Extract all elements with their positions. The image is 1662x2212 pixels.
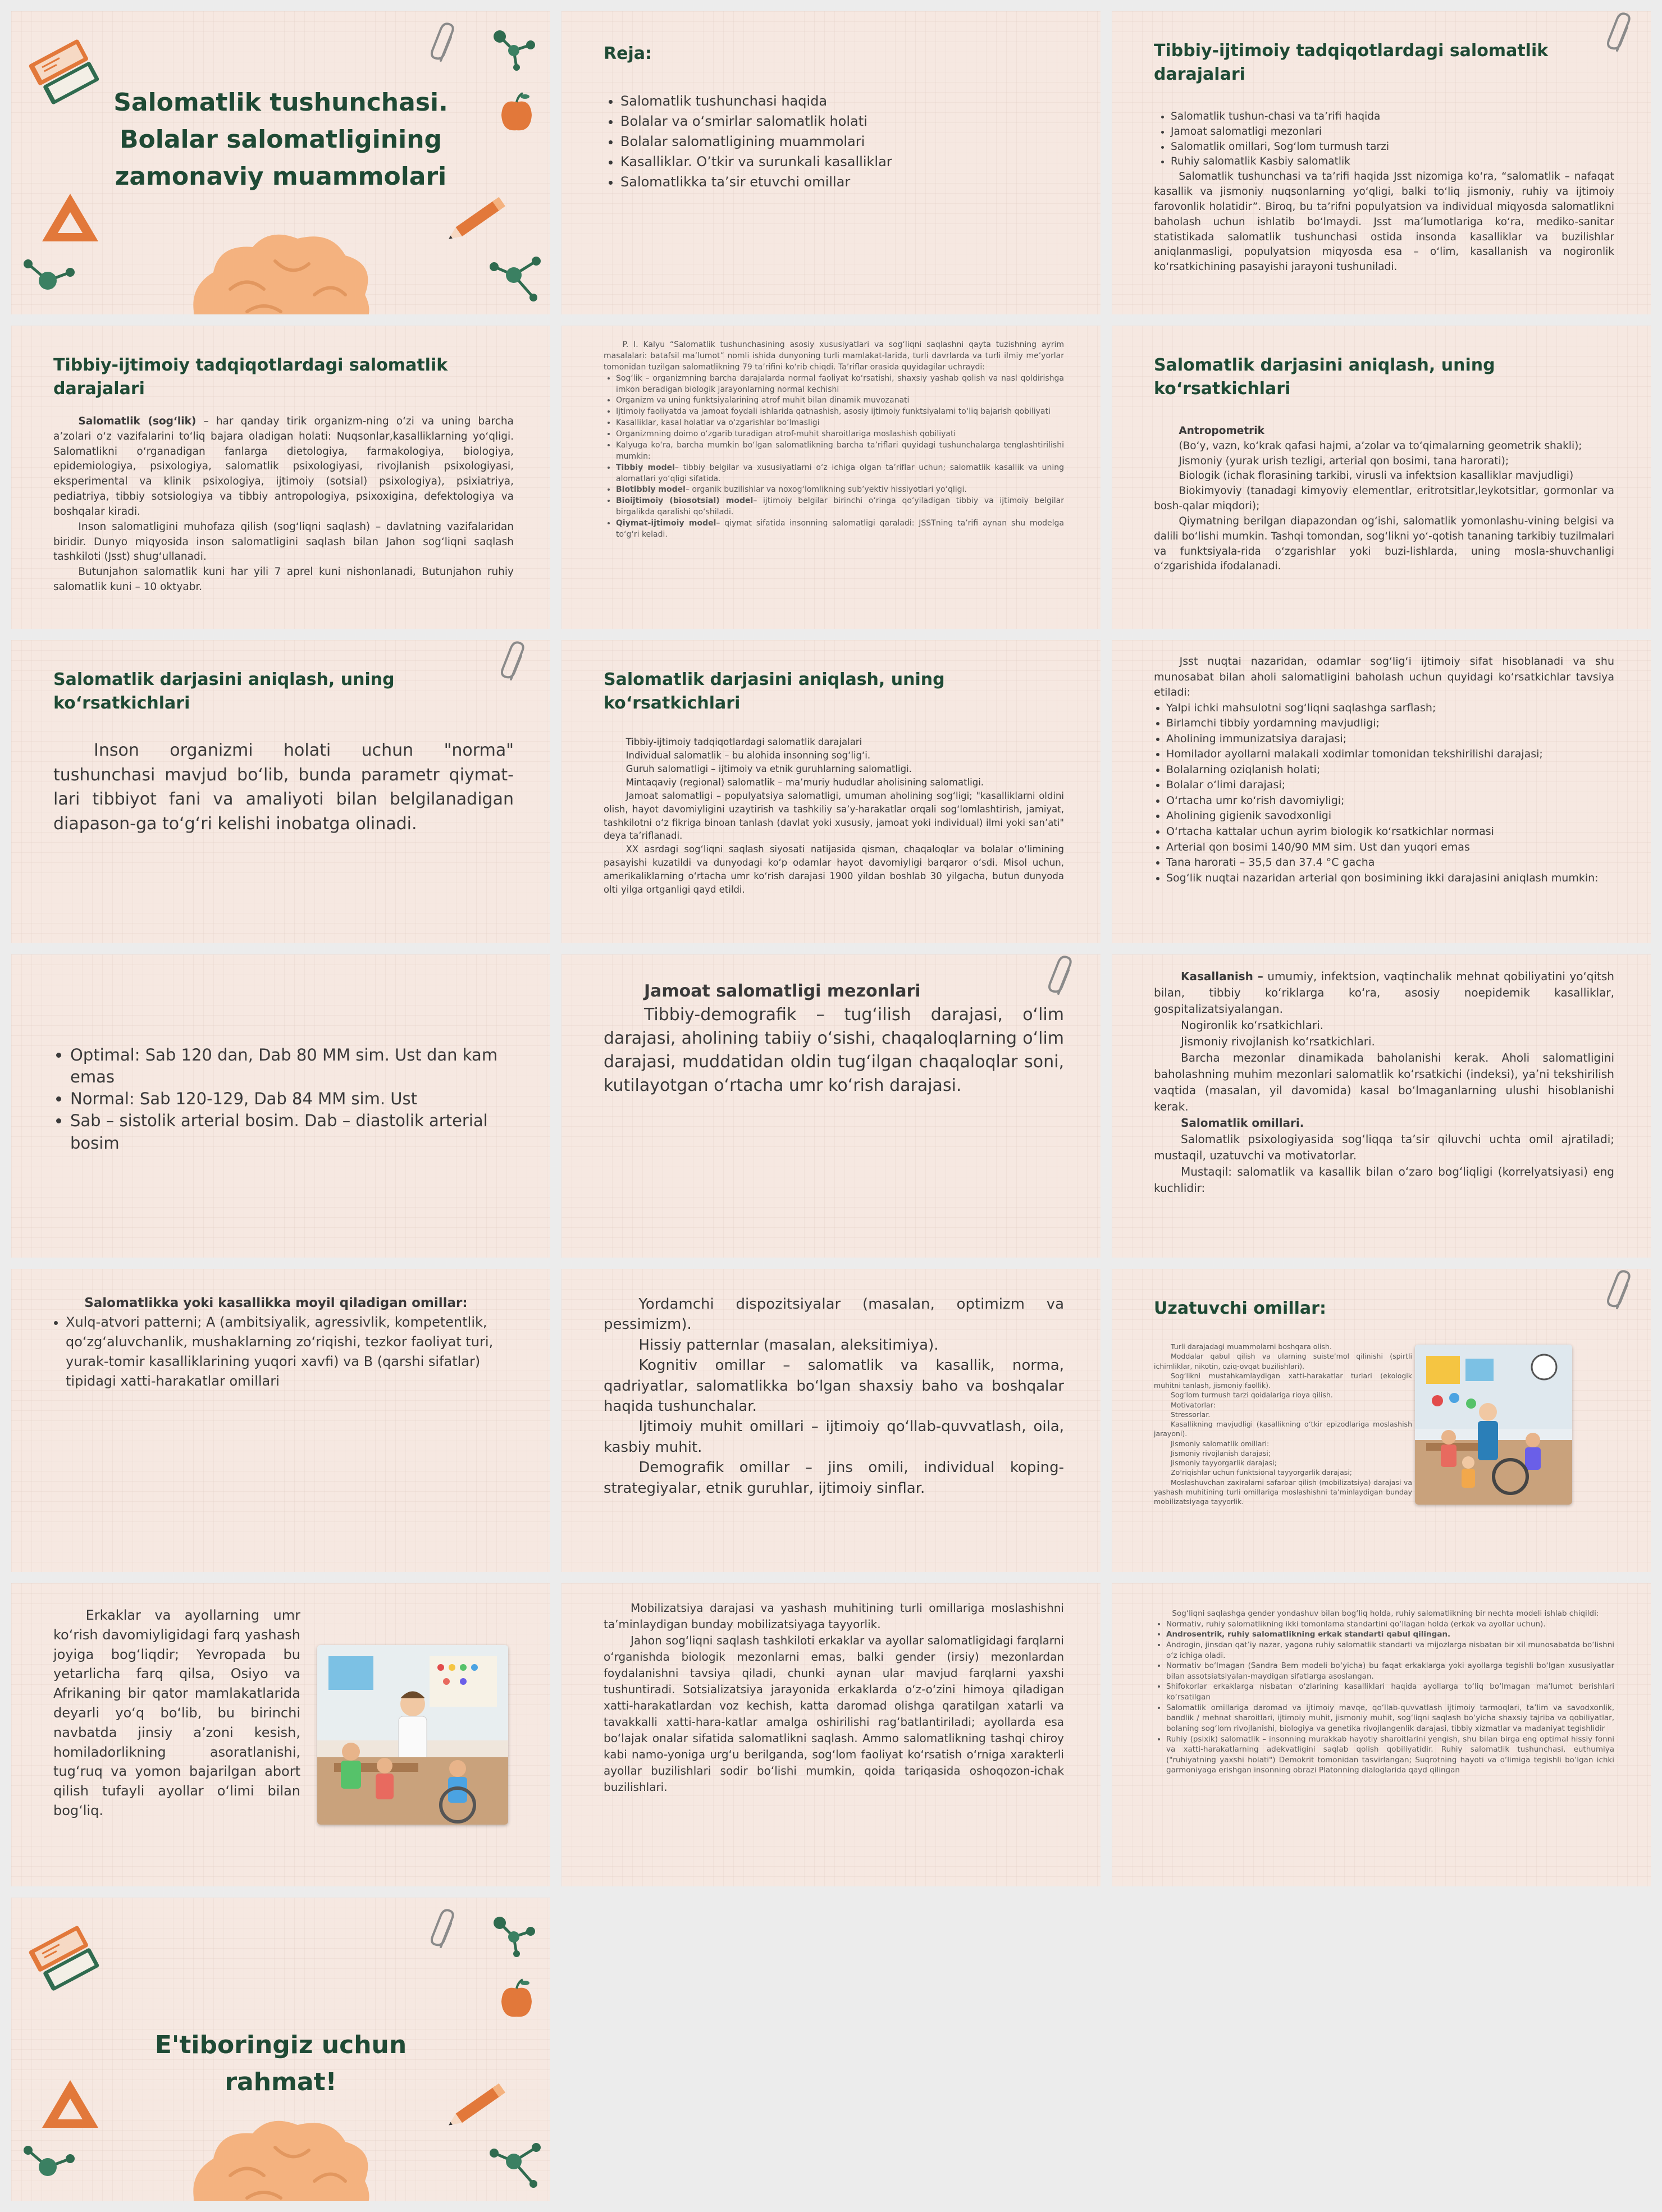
plan-list <box>604 91 1070 192</box>
list-item: • Qiymat-ijtimoiy model– qiymat sifatida insonning salomatligi qaraladi: JSSTning ta’rifi aynan shu modelga to‘g‘ri keladi. <box>616 518 1064 541</box>
slide-14 <box>561 1269 1101 1572</box>
paragraph: Individual salomatlik – bu alohida insonning sog‘lig‘i. <box>625 749 871 761</box>
term: Salomatlik (sog‘lik) <box>78 415 197 427</box>
paragraph: Salomatlik tushunchasi va ta’rifi haqida Jsst nizomiga ko‘ra, “salomatlik – nafaqat kasallik va jismoniy nuqsonlarning yo‘qligi, balki to‘liq jismoniy, ruhiy va ijtimoiy farovonlik holatidir”. Biroq, bu ta’rifni populyatsion va individual miqyosda salomatlikni baholash uchun ishlatib bo‘lmaydi. Jsst ma’lumotlariga ko‘ra, mediko-sanitar statistikada salomatlik tushunchasi ostida insonda kasalliklar va buzilishlar aniqlanmasligi, populyatsion miqyosda esa – o‘lim, kasallanish va nogironlik ko‘rsatkichining pasayishi jarayoni tushuniladi. <box>1154 171 1614 273</box>
subheading: Antropometrik <box>1179 425 1264 437</box>
slide-5 <box>561 326 1101 629</box>
list-item: • Yalpi ichki mahsulotni sog‘liqni saqlashga sarflash; <box>1166 701 1614 716</box>
slide-body <box>1154 424 1614 574</box>
list-item: • Homilador ayollarni malakali xodimlar tomonidan tekshirilishi darajasi; <box>1166 747 1614 762</box>
paragraph: Inson salomatligini muhofaza qilish (sog‘liqni saqlash) – davlatning vazifalaridan biridir. Dunyo miqyosida inson salomatligini saqlash bilan Jahon sog‘liqni saqlash tashkiloti (Jsst) shug‘ullanadi. <box>53 520 514 563</box>
slide-6 <box>1112 326 1651 629</box>
slide-body <box>1154 968 1614 1196</box>
slide-15 <box>1112 1269 1651 1572</box>
paragraph: Demografik omillar – jins omili, individual koping-strategiyalar, etnik guruhlar, ijtimoiy sinflar. <box>604 1459 1064 1497</box>
paragraph: Zo‘riqishlar uchun funktsional tayyorgarlik darajasi; <box>1171 1468 1353 1477</box>
list-item: • Tana harorati – 35,5 dan 37.4 °C gacha <box>1166 855 1614 871</box>
slide-8 <box>561 640 1101 943</box>
classroom-photo <box>1415 1345 1572 1505</box>
paperclip-icon <box>1606 11 1640 56</box>
list-item: • Shifokorlar erkaklarga nisbatan o‘zlarining kasalliklari haqida ayollarga to‘liq bo‘lmagan ma’lumot berishlari ko‘rsatilgan <box>1166 1681 1614 1702</box>
paragraph: Motivatorlar: <box>1171 1400 1216 1409</box>
slide-19 <box>11 1898 550 2201</box>
slide-12 <box>1112 954 1651 1258</box>
slide-body <box>604 1600 1064 1795</box>
classroom-photo <box>317 1645 508 1825</box>
slide-17 <box>561 1583 1101 1886</box>
term: Kasallanish – <box>1181 970 1263 983</box>
slide-body <box>604 735 1064 897</box>
apple-icon <box>497 1976 536 2021</box>
ruler-icon <box>36 185 104 253</box>
slide-11 <box>561 954 1101 1258</box>
paragraph: Moslashuvchan zaxiralarni safarbar qilish (mobilizatsiya) darajasi va yashash muhitining turli omillariga moslashishni ta’minlaydigan bunday mobilizatsiyaga tayyorlik. <box>1154 1478 1412 1506</box>
paperclip-icon <box>500 640 533 685</box>
list-item: • Salomatlik tushunchasi haqida <box>620 91 1070 111</box>
list-item: • Aholining immunizatsiya darajasi; <box>1166 732 1614 747</box>
list-item: • Sab – sistolik arterial bosim. Dab – diastolik arterial bosim <box>70 1110 519 1154</box>
list-item: • Normal: Sab 120-129, Dab 84 MM sim. Ust <box>70 1088 519 1110</box>
slide-body <box>53 1606 300 1821</box>
paragraph: Jismoniy salomatlik omillari: <box>1171 1439 1270 1448</box>
pressure-list <box>53 1044 519 1154</box>
paperclip-icon <box>1606 1269 1640 1314</box>
paragraph: Mintaqaviy (regional) salomatlik – ma’muriy hududlar aholisining salomatligi. <box>625 776 984 788</box>
list-item: • O‘rtacha umr ko‘rish davomiyligi; <box>1166 793 1614 809</box>
slide-title: Jamoat salomatligi mezonlari <box>644 981 921 1001</box>
books-icon <box>28 1914 107 2004</box>
slide-body <box>1154 1342 1412 1506</box>
list-item: • Arterial qon bosimi 140/90 MM sim. Ust dan yuqori emas <box>1166 840 1614 856</box>
list-item: • Sog‘lik – organizmning barcha darajalarda normal faoliyat ko‘rsatishi, shaxsiy yashab qolish va nasl qoldirishga imkon beradigan biologik jarayonlarning normal kechishi <box>616 373 1064 396</box>
list-item: • Xulq-atvori patterni; A (ambitsiyalik, agressivlik, kompetentlik, qo‘zg‘aluvchanlik, mushaklarning zo‘riqishi, tezkor faoliyat turi, yurak-tomir kasalliklarining yuqori xavfi) va B (qarshi sifatlar) tipidagi xatti-harakatlar omillari <box>66 1313 514 1391</box>
paragraph: Inson organizmi holati uchun "norma" tushunchasi mavjud bo‘lib, bunda parametr qiymat-lari tibbiyot fani va amaliyoti bilan belgilanadigan diapason-ga to‘g‘ri kelishi inobatga olinadi. <box>53 741 514 834</box>
list-item: • Ijtimoiy faoliyatda va jamoat foydali ishlarida qatnashish, asosiy ijtimoiy funktsiyalarni to‘liq bajarish qobiliyati <box>616 406 1064 418</box>
molecule-icon <box>488 1909 539 1959</box>
slide-body <box>53 738 514 836</box>
paragraph: Kognitiv omillar – salomatlik va kasallik, norma, qadriyatlar, salomatlikka bo‘lgan shaxsiy baho va boshqalar haqida tushunchalar. <box>604 1357 1064 1415</box>
paragraph: Erkaklar va ayollarning umr ko‘rish davomiyligidagi farq yashash joyiga bog‘liqdir; Yevropada bu yetarlicha farq qilsa, Osiyo va Afrikaning bir qator mamlakatlarida deyarli yo‘q bo‘lib, bu birinchi navbatda jinsiy a’zoni kesish, homiladorlikning asoratlanishi, tug‘ruq va yomon bajarilgan abort qilish tufayli ayollar o‘limi bilan bog‘liq. <box>53 1607 300 1818</box>
list-item: • Salomatlikka ta’sir etuvchi omillar <box>620 172 1070 192</box>
list-item: • Salomatlik tushun-chasi va ta’rifi haqida <box>1171 109 1614 125</box>
ruler-icon <box>36 2072 104 2139</box>
list-item: • Aholining gigienik savodxonligi <box>1166 808 1614 824</box>
paragraph: Biologik (ichak florasining tarkibi, virusli va infektsion kasalliklar mavjudligi) <box>1179 470 1574 482</box>
paragraph: Tibbiy-demografik – tug‘ilish darajasi, o‘lim darajasi, aholining tabiiy o‘sishi, chaqaloqlarning o‘lim darajasi, muddatidan oldin tug‘ilgan chaqaloqlar soni, kutilayotgan o‘rtacha umr ko‘rish darajasi. <box>604 1005 1064 1095</box>
list-item: • Kalyuga ko‘ra, barcha mumkin bo‘lgan salomatlikning barcha ta’riflari quyidagi tushunchalarga tenglashtirilishi mumkin: <box>616 440 1064 463</box>
list-item: • Bolalarning oziqlanish holati; <box>1166 762 1614 778</box>
paragraph: Biokimyoviy (tanadagi kimyoviy elementlar, eritrotsitlar,leykotsitlar, gormonlar va bosh-qalar miqdori); <box>1154 485 1614 513</box>
slide-13 <box>11 1269 550 1572</box>
paragraph: Mustaqil: salomatlik va kasallik bilan o‘zaro bog‘liqligi (korrelyatsiyasi) eng kuchlidir: <box>1154 1165 1614 1195</box>
slide-body <box>53 1294 514 1391</box>
molecule-icon <box>20 2142 81 2192</box>
slide-title: Reja: <box>604 44 652 63</box>
list-item: • Androgin, jinsdan qat’iy nazar, yagona ruhiy salomatlik standarti va mijozlarga nisbatan bir xil munosabatda bo‘lishni o‘z ichiga oladi. <box>1166 1640 1614 1661</box>
paragraph: Mobilizatsiya darajasi va yashash muhitining turli omillariga moslashishni ta’minlaydigan bunday mobilizatsiyaga tayyorlik. <box>604 1601 1064 1631</box>
list-item: • Ruhiy (psixik) salomatlik – insonning murakkab hayotiy sharoitlarini yengish, shu bilan birga eng optimal hissiy fonni va xatti-harakatlarning adekvatligini saqlab qolish qobiliyatidir. Ruhiy salomatlik tushunchasi, euthumiya ("ruhiyatning yaxshi holati") Demokrit tomonidan tasvirlangan; Suqrotning hayoti va o‘limiga tegishli bo‘lgan ichki garmoniyaga erishgan insonning obrazi Platonning dialoglarida qayd qilingan <box>1166 1734 1614 1776</box>
list-item: • Jamoat salomatligi mezonlari <box>1171 125 1614 140</box>
slide-body <box>604 980 1064 1098</box>
paperclip-icon <box>430 1908 463 1953</box>
list-item: • Biotibbiy model– organik buzilishlar va noxog‘lomlikning sub’yektiv hissiyotlari yo‘qligi. <box>616 485 1064 496</box>
slide-body <box>53 414 514 595</box>
paragraph: Stressorlar. <box>1171 1410 1211 1419</box>
apple-icon <box>497 90 536 135</box>
paragraph: Nogironlik ko‘rsatkichlari. <box>1181 1018 1324 1032</box>
paragraph: Ijtimoiy muhit omillari – ijtimoiy qo‘llab-quvvatlash, oila, kasbiy muhit. <box>604 1418 1064 1456</box>
brain-icon <box>185 222 376 314</box>
slide-3 <box>1112 11 1651 314</box>
slide-title: Salomatlikka yoki kasallikka moyil qiladigan omillar: <box>84 1296 468 1310</box>
slide-18 <box>1112 1583 1651 1886</box>
books-icon <box>28 28 107 118</box>
slide-9 <box>1112 640 1651 943</box>
paragraph: Turli darajadagi muammolarni boshqara olish. <box>1171 1342 1332 1351</box>
list-item: • Bolalar salomatligining muammolari <box>620 131 1070 152</box>
list-item: • Bolalar va o‘smirlar salomatlik holati <box>620 111 1070 131</box>
paragraph: Jismoniy (yurak urish tezligi, arterial qon bosimi, tana harorati); <box>1179 455 1509 467</box>
paragraph: Jamoat salomatligi – populyatsiya salomatligi, umuman aholining sog‘ligi; "kasalliklarni oldini olish, hayot davomiyligini uzaytirish va tashkiliy sa’y-harakatlar orqali sog‘lomlashtirish, jamiyat, tashkilotni o‘z fikriga binoan tanlash (davlat yoki xususiy, jamoat yoki individual) ilmi yoki san’ati" deya ta’riflanadi. <box>604 790 1064 842</box>
paragraph: Sog‘lom turmush tarzi qoidalariga rioya qilish. <box>1171 1391 1333 1400</box>
list-item: • Kasalliklar. O’tkir va surunkali kasalliklar <box>620 152 1070 172</box>
slide-body <box>1154 1608 1614 1776</box>
list-item: • Kasalliklar, kasal holatlar va o‘zgarishlar bo‘lmasligi <box>616 418 1064 429</box>
slide-title: Salomatlik darjasini aniqlash, uning ko‘rsatkichlari <box>1154 355 1495 399</box>
slide-2 <box>561 11 1101 314</box>
paragraph: Jismoniy rivojlanish ko‘rsatkichlari. <box>1181 1035 1375 1048</box>
paragraph: Butunjahon salomatlik kuni har yili 7 aprel kuni nishonlanadi, Butunjahon ruhiy salomatlik kuni – 10 oktyabr. <box>53 566 514 593</box>
paragraph: Guruh salomatligi – ijtimoiy va etnik guruhlarning salomatligi. <box>625 763 912 774</box>
paragraph: Qiymatning berilgan diapazondan og‘ishi, salomatlik yomonlashu-vining belgisi va dalili bo‘lishi mumkin. Tashqi tomondan, sog‘likni yo‘-qotish tananing tarkibiy tuzilmalari va funktsiyala-rida o‘zgarishlar yoki buzi-lishlarda, uning mosla-shuvchanligi o‘zgarishida ifodalanadi. <box>1154 515 1614 573</box>
paragraph: Sog‘likni mustahkamlaydigan xatti-harakatlar turlari (ekologik muhitni tanlash, jismoniy faollik). <box>1154 1371 1412 1390</box>
list-item: • Ruhiy salomatlik Kasbiy salomatlik <box>1171 154 1614 170</box>
list-item: • Sog‘lik nuqtai nazaridan arterial qon bosimining ikki darajasini aniqlash mumkin: <box>1166 871 1614 886</box>
slide-title: Salomatlik darjasini aniqlash, uning ko‘rsatkichlari <box>53 670 395 713</box>
slide-body <box>1154 109 1614 275</box>
slide-16 <box>11 1583 550 1886</box>
paragraph: Moddalar qabul qilish va ularning suiste’mol qilinishi (spirtli ichimliklar, nikotin, oziq-ovqat buzilishlari). <box>1154 1352 1412 1370</box>
slide-1 <box>11 11 550 314</box>
paragraph: Sog‘liqni saqlashga gender yondashuv bilan bog‘liq holda, ruhiy salomatlikning bir nechta modeli ishlab chiqildi: <box>1172 1609 1599 1618</box>
molecule-icon <box>486 250 547 306</box>
paragraph: umumiy, infektsion, vaqtinchalik mehnat qobiliyatini yo‘qitsh bilan, tibbiy ko‘riklarga ko‘ra, asosiy noepidemik kasalliklar, gospitalizatsiyalangan. <box>1154 970 1614 1016</box>
paperclip-icon <box>430 21 463 66</box>
list-item: • Androsentrik, ruhiy salomatlikning erkak standarti qabul qilingan. <box>1166 1629 1614 1640</box>
slide-7 <box>11 640 550 943</box>
list-item: • Bolalar o‘limi darajasi; <box>1166 778 1614 793</box>
paragraph: Jismoniy rivojlanish darajasi; <box>1171 1448 1271 1457</box>
title: E'tiboringiz uchun rahmat! <box>154 2031 407 2096</box>
slide-body <box>1154 654 1614 886</box>
slide-4 <box>11 326 550 629</box>
list-item: • Organizm va uning funktsiyalarining atrof muhit bilan dinamik muvozanati <box>616 395 1064 406</box>
slide-10 <box>11 954 550 1258</box>
paragraph: XX asrdagi sog‘liqni saqlash siyosati natijasida qisman, chaqaloqlar va bolalar o‘limining pasayishi kuzatildi va dunyodagi ko‘p odamlar hayot davomiyligi barqaror o‘sdi. Misol uchun, amerikaliklarning o‘rtacha umr ko‘rish darajasi 1900 yildan boshlab 30 yilgacha, butun dunyoda olti yilga ortganligi qayd etildi. <box>604 844 1064 895</box>
paragraph: Jsst nuqtai nazaridan, odamlar sog‘lig‘i ijtimoiy sifat hisoblanadi va shu munosabat bilan aholi salomatligini baholash uchun quyidagi ko‘rsatkichlar tavsiya etiladi: <box>1154 655 1614 699</box>
pencil-icon <box>438 2072 517 2139</box>
slide-body <box>604 340 1064 541</box>
list-item: • Optimal: Sab 120 dan, Dab 80 MM sim. Ust dan kam emas <box>70 1044 519 1088</box>
list-item: • Tibbiy model– tibbiy belgilar va xususiyatlarni o‘z ichiga olgan ta’riflar uchun; salomatlik kasallik va uning alomatlari yo‘qligi sifatida. <box>616 463 1064 485</box>
list-item: • O‘rtacha kattalar uchun ayrim biologik ko‘rsatkichlar normasi <box>1166 824 1614 840</box>
list-item: • Bioijtimoiy (biosotsial) model– ijtimoiy belgilar birinchi o‘ringa qo‘yiladigan tibbiy va ijtimoiy belgilar birgalikda qaralishi qo‘shiladi. <box>616 496 1064 518</box>
list-item: • Normativ, ruhiy salomatlikning ikki tomonlama standartini qo‘llagan holda (erkak va ayollar uchun). <box>1166 1619 1614 1630</box>
title: Salomatlik tushunchasi. Bolalar salomatligining zamonaviy muammolari <box>113 88 448 191</box>
slide-title: Tibbiy-ijtimoiy tadqiqotlardagi salomatlik darajalari <box>53 355 448 399</box>
molecule-icon <box>20 255 81 306</box>
slide-title: Uzatuvchi omillar: <box>1154 1299 1326 1318</box>
paragraph: Tibbiy-ijtimoiy tadqiqotlardagi salomatlik darajalari <box>625 737 862 747</box>
brain-icon <box>185 2108 376 2201</box>
paragraph: Kasallikning mavjudligi (kasallikning o‘tkir epizodlariga moslashish jarayoni). <box>1154 1420 1412 1438</box>
paragraph: Hissiy patternlar (masalan, aleksitimiya). <box>638 1336 939 1354</box>
paragraph: Barcha mezonlar dinamikada baholanishi kerak. Aholi salomatligini baholashning muhim mezonlari salomatlik ko‘rsatkichi (indeksi), ya’ni tekshirilish vaqtida (masalan, yil davomida) kasal bo‘lmaganlarning ulushi hisoblanishi kerak. <box>1154 1051 1614 1113</box>
slide-body <box>604 1294 1064 1498</box>
paragraph: – har qanday tirik organizm-ning o‘zi va uning barcha a’zolari o‘z vazifalarini to‘liq bajara oladigan holati: Nuqsonlar,kasalliklarning yo‘qligi. Salomatlikni o‘rganadigan fanlarga dietologiya, farmakologiya, biologiya, epidemiologiya, psixologiya, salomatlik psixologiyasi, rivojlanish psixologiyasi, eksperimental va klinik psixologiya, ijtimoiy (sotsial) psixologiya), psixiatriya, pediatriya, tibbiy sotsiologiya va tibbiy antropologiya, psixoxigina, defektologiya va boshqalar kiradi. <box>53 415 514 518</box>
list-item: • Birlamchi tibbiy yordamning mavjudligi; <box>1166 716 1614 732</box>
paragraph: P. I. Kalyu “Salomatlik tushunchasining asosiy xususiyatlari va sog‘liqni saqlashni qayta tuzishning ayrim masalalari: batafsil ma’lumot” nomli ishida dunyoning turli mamlakat-larida, turli davrlarda va turli ilmiy me’yorlar tomonidan tuzilgan salomatlikning 79 ta’rifini ko‘rib chiqdi. Ta’riflar orasida quyidagilar uchraydi: <box>604 340 1064 372</box>
slide-title: Tibbiy-ijtimoiy tadqiqotlardagi salomatlik darajalari <box>1154 41 1549 84</box>
molecule-icon <box>488 22 539 73</box>
paragraph: Salomatlik psixologiyasida sog‘liqqa ta’sir qiluvchi uchta omil ajratiladi; mustaqil, uzatuvchi va motivatorlar. <box>1154 1132 1614 1162</box>
subheading: Salomatlik omillari. <box>1181 1116 1304 1130</box>
pencil-icon <box>438 185 517 253</box>
list-item: • Organizmning doimo o‘zgarib turadigan atrof-muhit sharoitlariga moslashish qobiliyati <box>616 429 1064 440</box>
paragraph: Jismoniy tayyorgarlik darajasi; <box>1171 1459 1277 1467</box>
paragraph: (Bo‘y, vazn, ko‘krak qafasi hajmi, a’zolar va to‘qimalarning geometrik shakli); <box>1179 440 1582 452</box>
molecule-icon <box>486 2136 547 2192</box>
list-item: • Salomatlik omillariga daromad va ijtimoiy mavqe, qo‘llab-quvvatlash ijtimoiy tarmoqlari, ta’lim va savodxonlik, bandlik / mehnat sharoitlari, ijtimoiy muhit, jismoniy muhit, sog‘liqni saqlash bo‘yicha shaxsiy tajriba va qobiliyatlar, bolaning sog‘lom rivojlanishi, biologiya va genetika rivojlangenlik darajasi, tibbiy xizmatlar va madaniyat tegishlidir <box>1166 1703 1614 1734</box>
paragraph: Jahon sog‘liqni saqlash tashkiloti erkaklar va ayollar salomatligidagi farqlarni o‘rganishda biologik mezonlarni emas, balki gender (irsiy) mezonlardan foydalanishni tavsiya qiladi, chunki aynan ular mavjud farqlarni yaxshi tushuntiradi. Sotsializatsiya jarayonida erkaklarda o‘z-o‘zini himoya qiladigan xatti-harakatlardan voz kechish, katta daromad olishga qaratilgan xatarli va tavakkalli xatti-hara-katlar amalga oshirilishi rag‘batlantiriladi; ayollarda esa bo‘lajak onalar sifatida salomatlikni saqlash. Ammo salomatlikning tashqi chiroy kabi namo-yoniga urg‘u berilganda, sog‘lom faoliyat ko‘rsatish o‘rniga xarakterli ayollar buzilishlari sodir bo‘lishi mumkin, qoida tariqasida oshoqozon-ichak buzilishlari. <box>604 1634 1064 1794</box>
paragraph: Yordamchi dispozitsiyalar (masalan, optimizm va pessimizm). <box>604 1296 1064 1333</box>
slide-title: Salomatlik darjasini aniqlash, uning ko‘rsatkichlari <box>604 670 945 713</box>
list-item: • Normativ bo‘lmagan (Sandra Bem modeli bo‘yicha) bu faqat erkaklarga yoki ayollarga tegishli bo‘lgan xususiyatlar bilan assotsiatsiyalan-maydigan sifatlarga asoslangan. <box>1166 1661 1614 1681</box>
list-item: • Salomatlik omillari, Sog‘lom turmush tarzi <box>1171 140 1614 155</box>
